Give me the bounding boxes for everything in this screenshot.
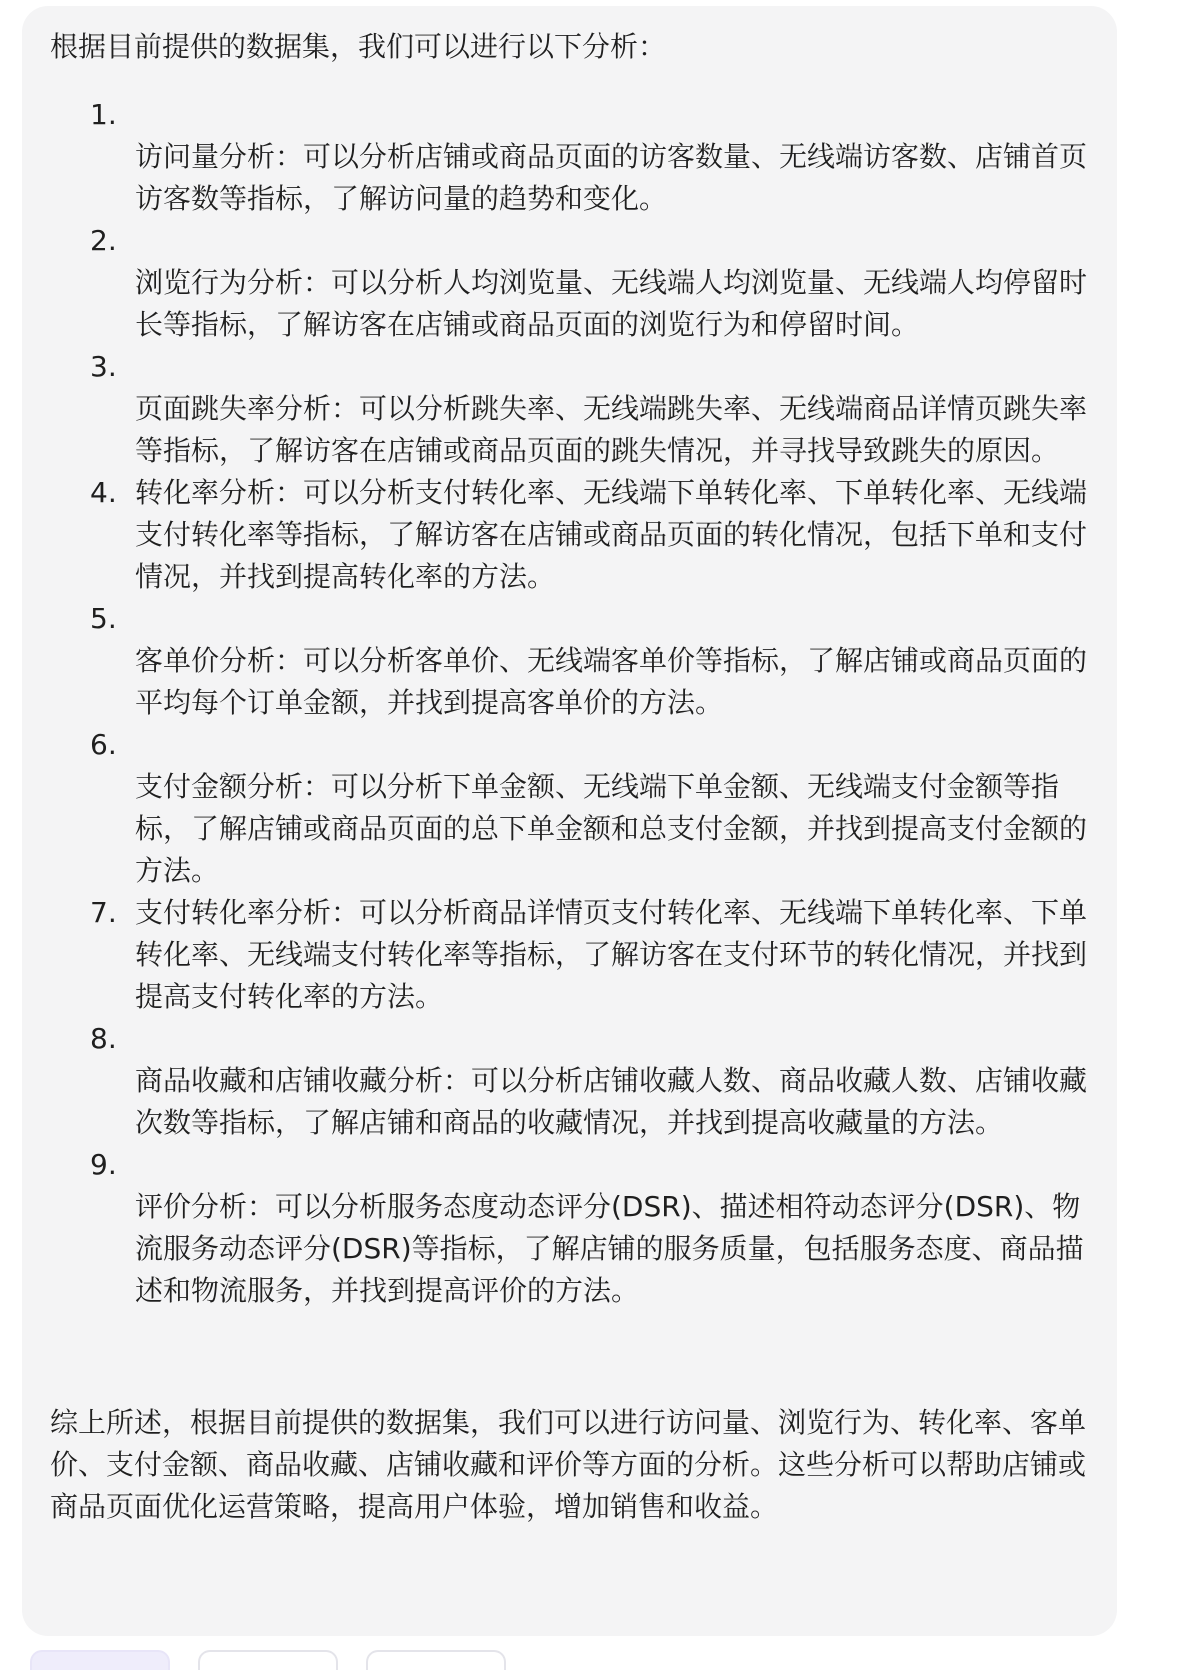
- list-item-text: 访问量分析：可以分析店铺或商品页面的访客数量、无线端访客数、店铺首页访客数等指标，了解访问量的趋势和变化。: [135, 140, 1088, 215]
- list-item: [50, 598, 1087, 724]
- suggestion-chip[interactable]: [30, 1650, 170, 1670]
- list-item-number: 7.: [90, 896, 117, 929]
- list-item-number: 6.: [90, 728, 117, 761]
- list-item-text: 浏览行为分析：可以分析人均浏览量、无线端人均浏览量、无线端人均停留时长等指标，了解访客在店铺或商品页面的浏览行为和停留时间。: [135, 266, 1088, 341]
- list-item: [50, 346, 1087, 472]
- list-item-text: 评价分析：可以分析服务态度动态评分(DSR)、描述相符动态评分(DSR)、物流服务动态评分(DSR)等指标，了解店铺的服务质量，包括服务态度、商品描述和物流服务，并找到提高评价的方法。: [135, 1190, 1084, 1307]
- list-item-number: 4.: [90, 476, 117, 509]
- message-intro: 根据目前提供的数据集，我们可以进行以下分析：: [50, 30, 667, 63]
- list-item: [50, 220, 1087, 346]
- list-item-text: 页面跳失率分析：可以分析跳失率、无线端跳失率、无线端商品详情页跳失率等指标，了解访客在店铺或商品页面的跳失情况，并寻找导致跳失的原因。: [135, 392, 1088, 467]
- list-item: [50, 724, 1087, 892]
- suggestion-chip-row: [30, 1650, 506, 1670]
- list-item-text: 支付转化率分析：可以分析商品详情页支付转化率、无线端下单转化率、下单转化率、无线端支付转化率等指标，了解访客在支付环节的转化情况，并找到提高支付转化率的方法。: [135, 896, 1088, 1013]
- suggestion-chip[interactable]: [366, 1650, 506, 1670]
- list-item-text: 客单价分析：可以分析客单价、无线端客单价等指标，了解店铺或商品页面的平均每个订单金额，并找到提高客单价的方法。: [135, 644, 1088, 719]
- list-item: [50, 1018, 1087, 1144]
- list-item-number: 8.: [90, 1022, 117, 1055]
- list-item: [50, 1144, 1087, 1312]
- list-item-number: 9.: [90, 1148, 117, 1181]
- list-item-number: 1.: [90, 98, 117, 131]
- list-item-text: 商品收藏和店铺收藏分析：可以分析店铺收藏人数、商品收藏人数、店铺收藏次数等指标，了解店铺和商品的收藏情况，并找到提高收藏量的方法。: [135, 1064, 1088, 1139]
- assistant-message-bubble: [22, 6, 1117, 1636]
- list-item-number: 5.: [90, 602, 117, 635]
- suggestion-chip[interactable]: [198, 1650, 338, 1670]
- list-item-number: 2.: [90, 224, 117, 257]
- list-item: [50, 94, 1087, 220]
- analysis-list: [50, 94, 1087, 1312]
- list-item: [50, 892, 1087, 1018]
- list-item-text: 转化率分析：可以分析支付转化率、无线端下单转化率、下单转化率、无线端支付转化率等指标，了解访客在店铺或商品页面的转化情况，包括下单和支付情况，并找到提高转化率的方法。: [135, 476, 1088, 593]
- message-summary: 综上所述，根据目前提供的数据集，我们可以进行访问量、浏览行为、转化率、客单价、支付金额、商品收藏、店铺收藏和评价等方面的分析。这些分析可以帮助店铺或商品页面优化运营策略，提高用户体验，增加销售和收益。: [50, 1406, 1087, 1523]
- list-item-number: 3.: [90, 350, 117, 383]
- list-item: [50, 472, 1087, 598]
- list-item-text: 支付金额分析：可以分析下单金额、无线端下单金额、无线端支付金额等指标，了解店铺或商品页面的总下单金额和总支付金额，并找到提高支付金额的方法。: [135, 770, 1088, 887]
